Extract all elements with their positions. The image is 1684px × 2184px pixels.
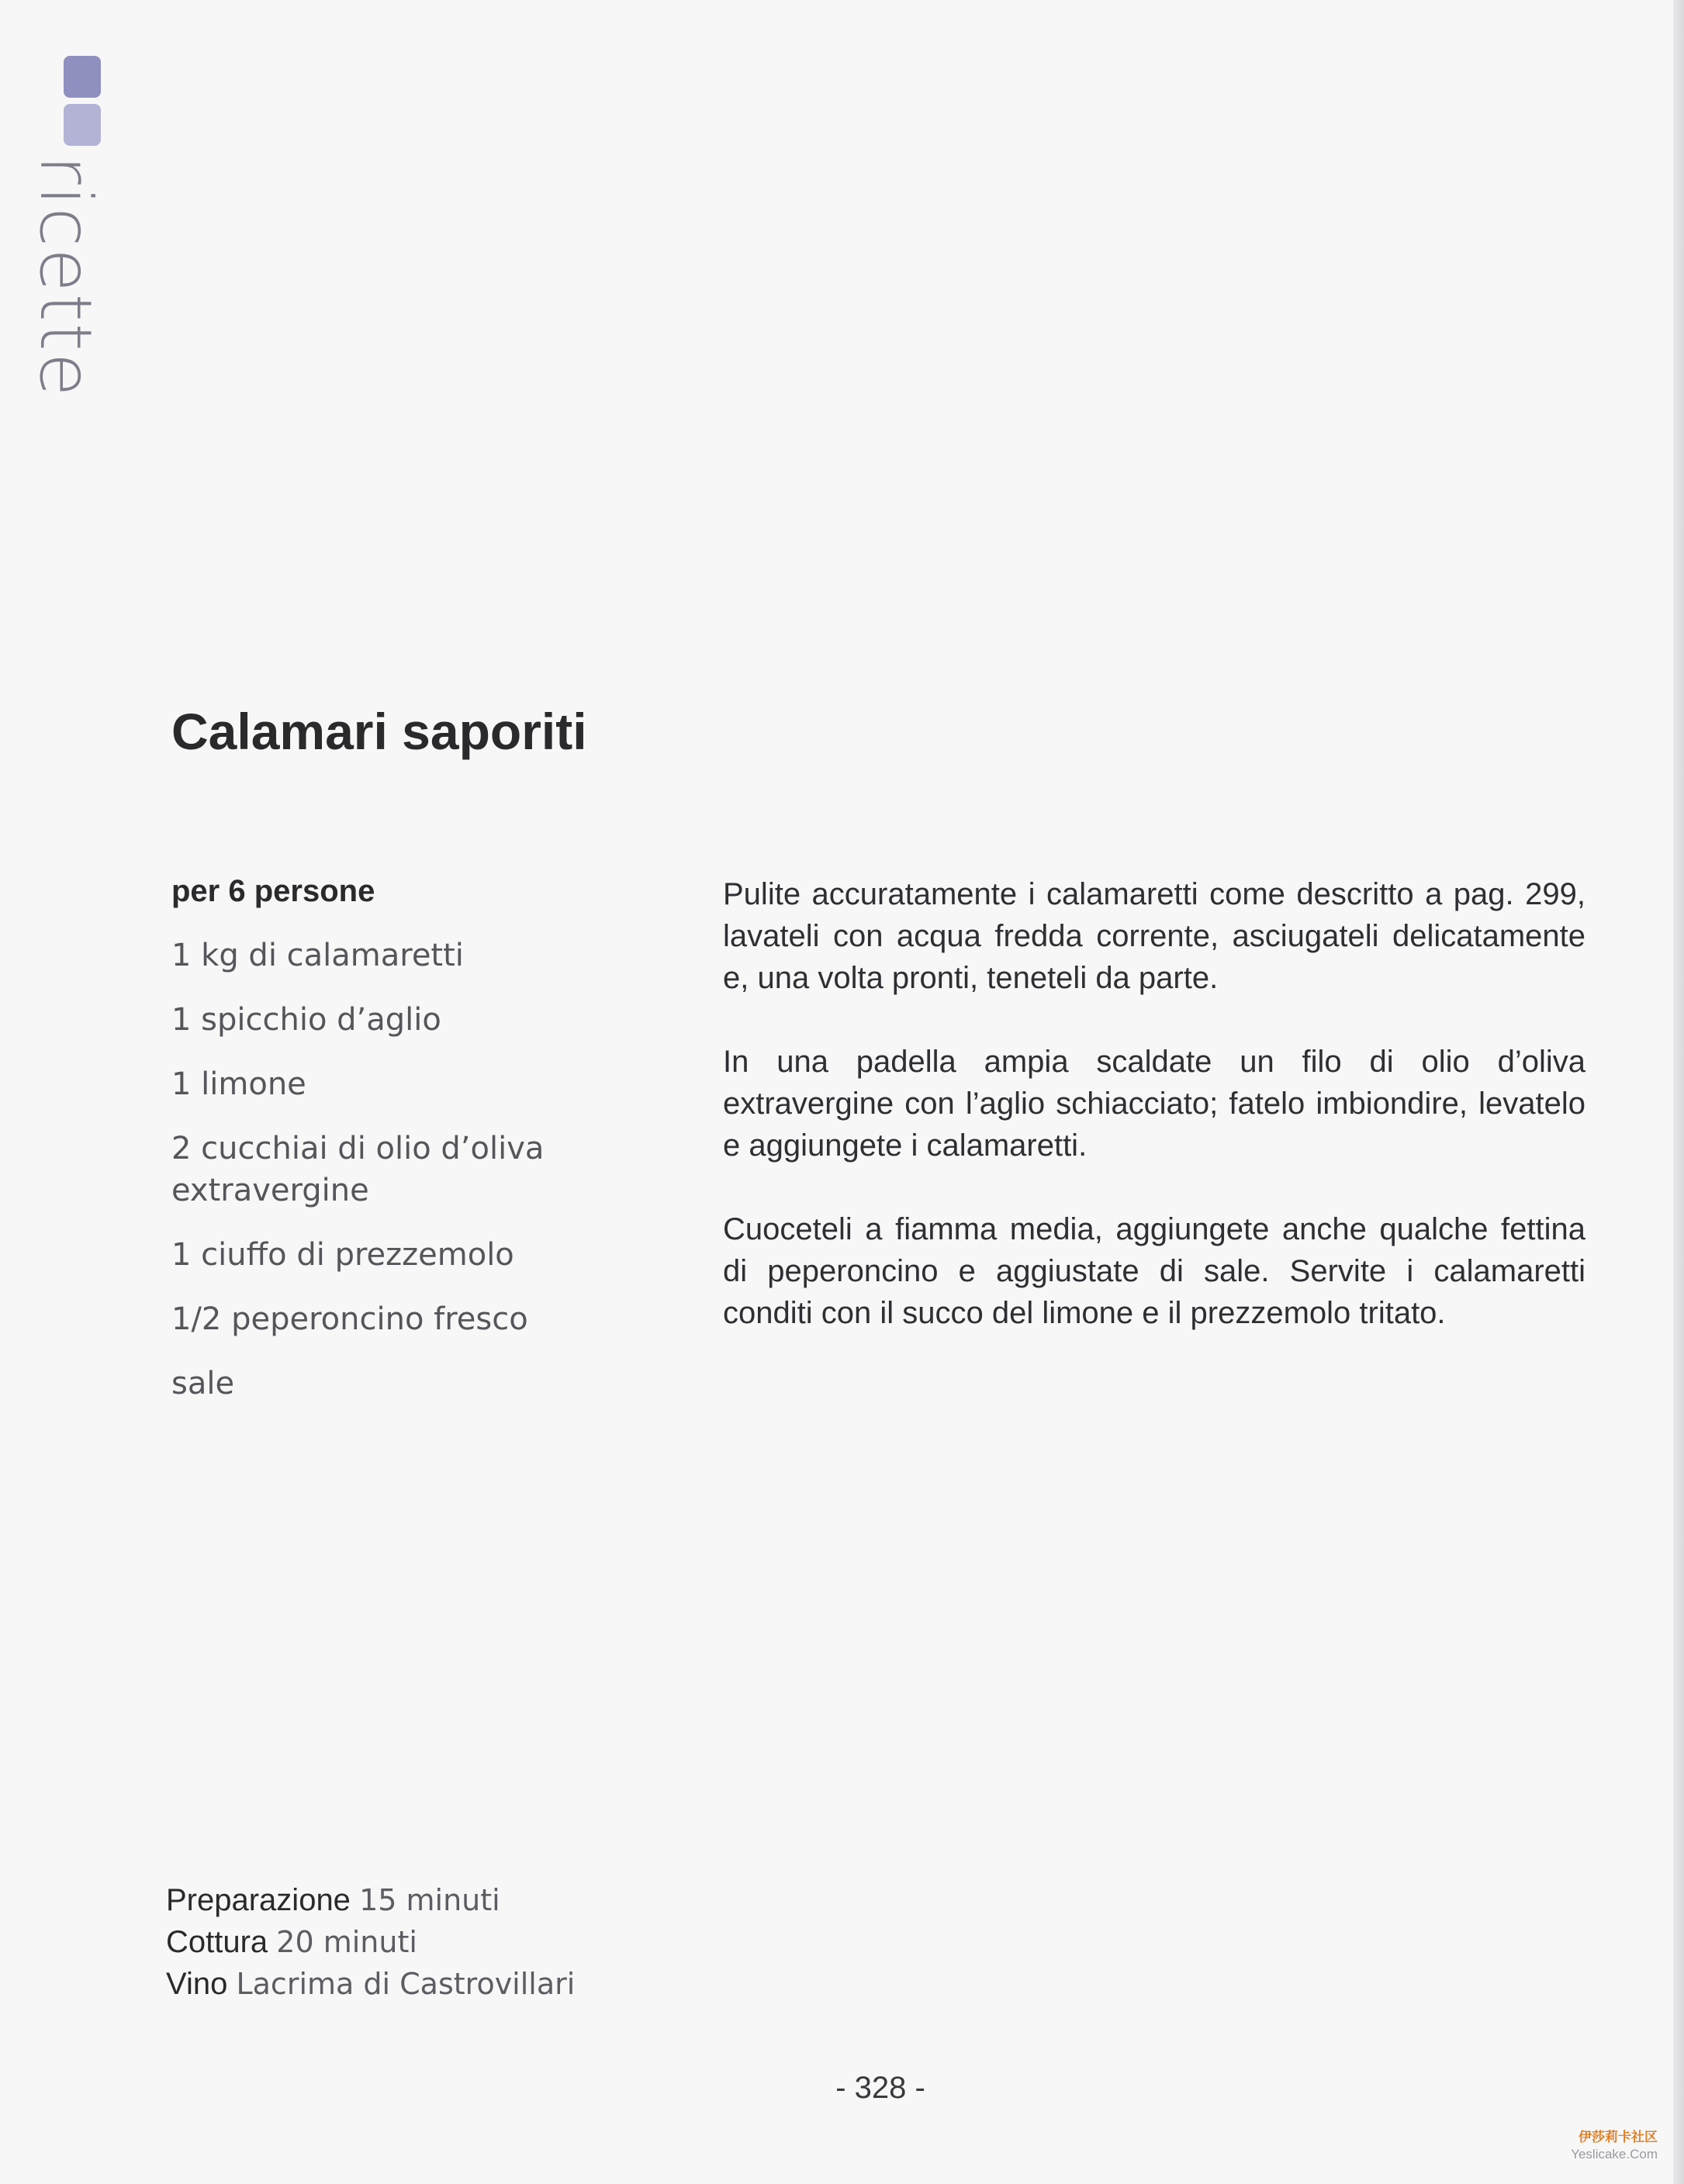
instruction-paragraph: In una padella ampia scaldate un filo di olio d’oliva extravergine con l’aglio schiacciato; fatelo imbiondire, levatelo e aggiungete i calamaretti.: [723, 1045, 1585, 1163]
page-edge: [1673, 0, 1684, 2184]
recipe-meta: [166, 1879, 575, 2005]
meta-value: 15 minuti: [359, 1883, 500, 1917]
ingredient-item: 1 spicchio d’aglio: [171, 1002, 441, 1038]
instructions-column: [723, 873, 1585, 1376]
meta-key: Cottura: [166, 1925, 268, 1959]
watermark: [1571, 2129, 1658, 2163]
recipe-title: Calamari saporiti: [171, 703, 587, 760]
instruction-paragraph: Pulite accuratamente i calamaretti come descritto a pag. 299, lavateli con acqua fredda corrente, asciugateli delicatamente e, una volta pronti, teneteli da parte.: [723, 877, 1585, 995]
tab-square-dark: [64, 56, 101, 98]
page-number: - 328 -: [835, 2071, 925, 2105]
ingredient-item: 1 kg di calamaretti: [171, 938, 464, 973]
meta-key: Vino: [166, 1967, 228, 2001]
meta-wine: [166, 1963, 575, 2005]
meta-value: 20 minuti: [276, 1925, 417, 1959]
watermark-line-2: Yeslicake.Com: [1571, 2147, 1658, 2162]
ingredient-item: 1 ciuffo di prezzemolo: [171, 1237, 514, 1273]
section-tab-label: ricette: [24, 155, 107, 399]
meta-value: Lacrima di Castrovillari: [236, 1967, 576, 2001]
meta-preparation: [166, 1879, 575, 1921]
ingredient-item: 1 limone: [171, 1066, 306, 1102]
ingredient-list: [171, 935, 637, 1405]
servings-label: per 6 persone: [171, 874, 375, 908]
ingredient-item: 1/2 peperoncino fresco: [171, 1301, 528, 1337]
ingredient-item: sale: [171, 1366, 235, 1401]
instruction-paragraph: Cuoceteli a fiamma media, aggiungete anche qualche fettina di peperoncino e aggiustate di sale. Servite i calamaretti conditi con il succo del limone e il prezzemolo tritato.: [723, 1212, 1585, 1330]
meta-cooking: [166, 1921, 575, 1963]
watermark-line-1: 伊莎莉卡社区: [1579, 2130, 1658, 2144]
tab-square-light: [64, 104, 101, 146]
ingredient-item: 2 cucchiai di olio d’oliva extravergine: [171, 1131, 545, 1208]
meta-key: Preparazione: [166, 1883, 351, 1917]
ingredients-column: [171, 873, 637, 1427]
